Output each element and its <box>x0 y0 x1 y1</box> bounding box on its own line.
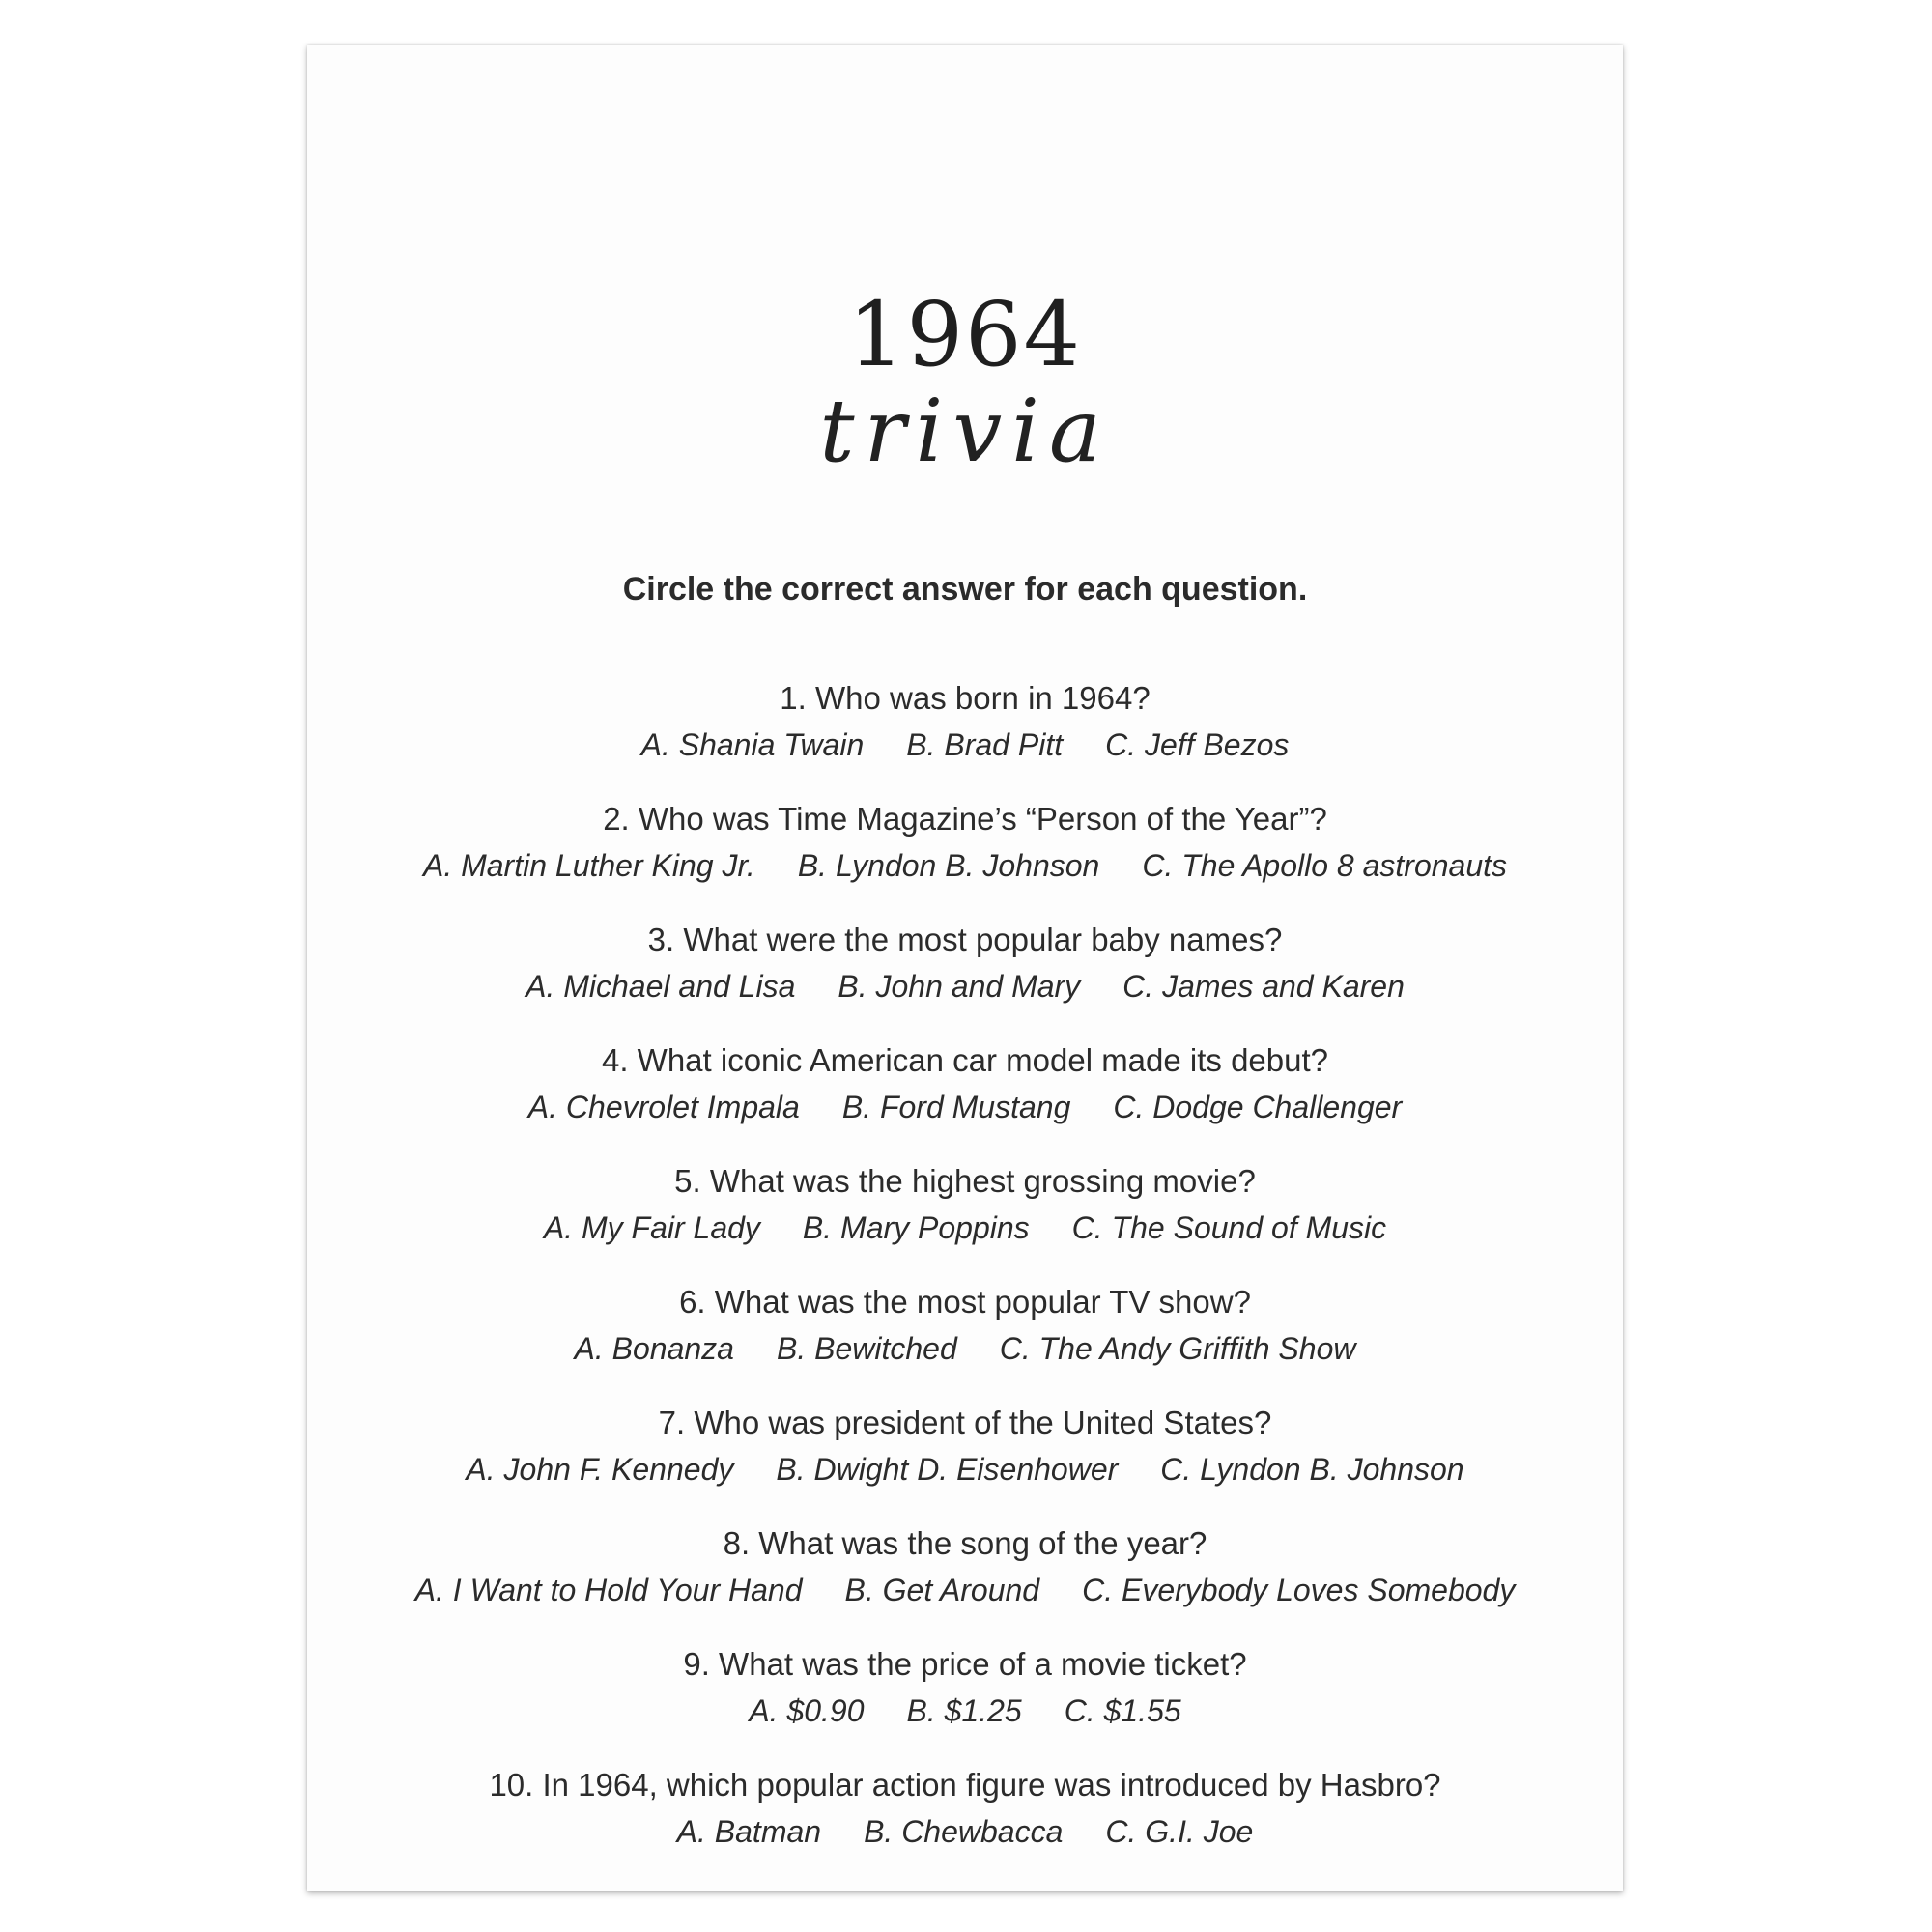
question-text: 10. In 1964, which popular action figure was introduced by Hasbro? <box>489 1767 1441 1803</box>
question-block <box>307 1762 1623 1855</box>
answer-option-a[interactable]: A. Bonanza <box>574 1331 734 1366</box>
question-block <box>307 1279 1623 1372</box>
trivia-script-title: trivia <box>819 381 1111 482</box>
answer-options <box>307 1325 1623 1372</box>
question-block <box>307 796 1623 889</box>
question-text: 9. What was the price of a movie ticket? <box>683 1646 1247 1682</box>
answer-option-a[interactable]: A. Michael and Lisa <box>526 969 796 1004</box>
year-heading: 1964 <box>847 283 1083 386</box>
instructions: Circle the correct answer for each question. <box>622 571 1308 608</box>
trivia-sheet <box>307 45 1623 1891</box>
question-block <box>307 1158 1623 1251</box>
answer-option-b[interactable]: B. John and Mary <box>838 969 1081 1004</box>
answer-option-c[interactable]: C. G.I. Joe <box>1105 1814 1254 1849</box>
question-text: 5. What was the highest grossing movie? <box>674 1163 1256 1199</box>
answer-options <box>307 1808 1623 1855</box>
answer-option-c[interactable]: C. James and Karen <box>1122 969 1405 1004</box>
answer-option-b[interactable]: B. Ford Mustang <box>841 1090 1071 1124</box>
answer-option-a[interactable]: A. Shania Twain <box>640 727 865 762</box>
answer-option-b[interactable]: B. Lyndon B. Johnson <box>797 848 1100 883</box>
question-block <box>307 1641 1623 1734</box>
question-block <box>307 917 1623 1009</box>
answer-option-b[interactable]: B. Get Around <box>844 1573 1040 1607</box>
question-block <box>307 675 1623 768</box>
answer-option-a[interactable]: A. $0.90 <box>749 1693 865 1728</box>
answer-options <box>307 1446 1623 1492</box>
answer-option-a[interactable]: A. I Want to Hold Your Hand <box>414 1573 803 1607</box>
answer-option-a[interactable]: A. My Fair Lady <box>543 1210 760 1245</box>
question-text: 6. What was the most popular TV show? <box>679 1284 1251 1320</box>
answer-option-b[interactable]: B. Bewitched <box>776 1331 957 1366</box>
answer-option-c[interactable]: C. Lyndon B. Johnson <box>1160 1452 1464 1487</box>
answer-option-c[interactable]: C. The Sound of Music <box>1071 1210 1387 1245</box>
answer-option-b[interactable]: B. Mary Poppins <box>802 1210 1030 1245</box>
answer-option-c[interactable]: C. $1.55 <box>1064 1693 1181 1728</box>
answer-options <box>307 963 1623 1009</box>
answer-option-a[interactable]: A. Martin Luther King Jr. <box>422 848 755 883</box>
answer-option-c[interactable]: C. Everybody Loves Somebody <box>1082 1573 1516 1607</box>
question-block <box>307 1037 1623 1130</box>
answer-options <box>307 722 1623 768</box>
question-text: 3. What were the most popular baby names? <box>647 922 1283 957</box>
answer-option-c[interactable]: C. The Andy Griffith Show <box>999 1331 1356 1366</box>
answer-option-c[interactable]: C. Dodge Challenger <box>1113 1090 1403 1124</box>
question-text: 8. What was the song of the year? <box>723 1525 1208 1561</box>
answer-options <box>307 1205 1623 1251</box>
answer-options <box>307 1567 1623 1613</box>
answer-option-b[interactable]: B. Dwight D. Eisenhower <box>776 1452 1119 1487</box>
answer-option-c[interactable]: C. The Apollo 8 astronauts <box>1142 848 1508 883</box>
question-block <box>307 1400 1623 1492</box>
answer-option-b[interactable]: B. Chewbacca <box>864 1814 1064 1849</box>
answer-option-b[interactable]: B. Brad Pitt <box>906 727 1064 762</box>
answer-options <box>307 842 1623 889</box>
answer-option-a[interactable]: A. Chevrolet Impala <box>527 1090 800 1124</box>
answer-options <box>307 1688 1623 1734</box>
question-text: 7. Who was president of the United States? <box>658 1405 1272 1440</box>
question-text: 2. Who was Time Magazine’s “Person of the Year”? <box>603 801 1327 837</box>
question-block <box>307 1520 1623 1613</box>
question-text: 1. Who was born in 1964? <box>780 680 1151 716</box>
question-text: 4. What iconic American car model made its debut? <box>601 1042 1329 1078</box>
answer-option-a[interactable]: A. John F. Kennedy <box>466 1452 734 1487</box>
answer-option-a[interactable]: A. Batman <box>676 1814 822 1849</box>
answer-options <box>307 1084 1623 1130</box>
answer-option-b[interactable]: B. $1.25 <box>906 1693 1022 1728</box>
answer-option-c[interactable]: C. Jeff Bezos <box>1105 727 1290 762</box>
